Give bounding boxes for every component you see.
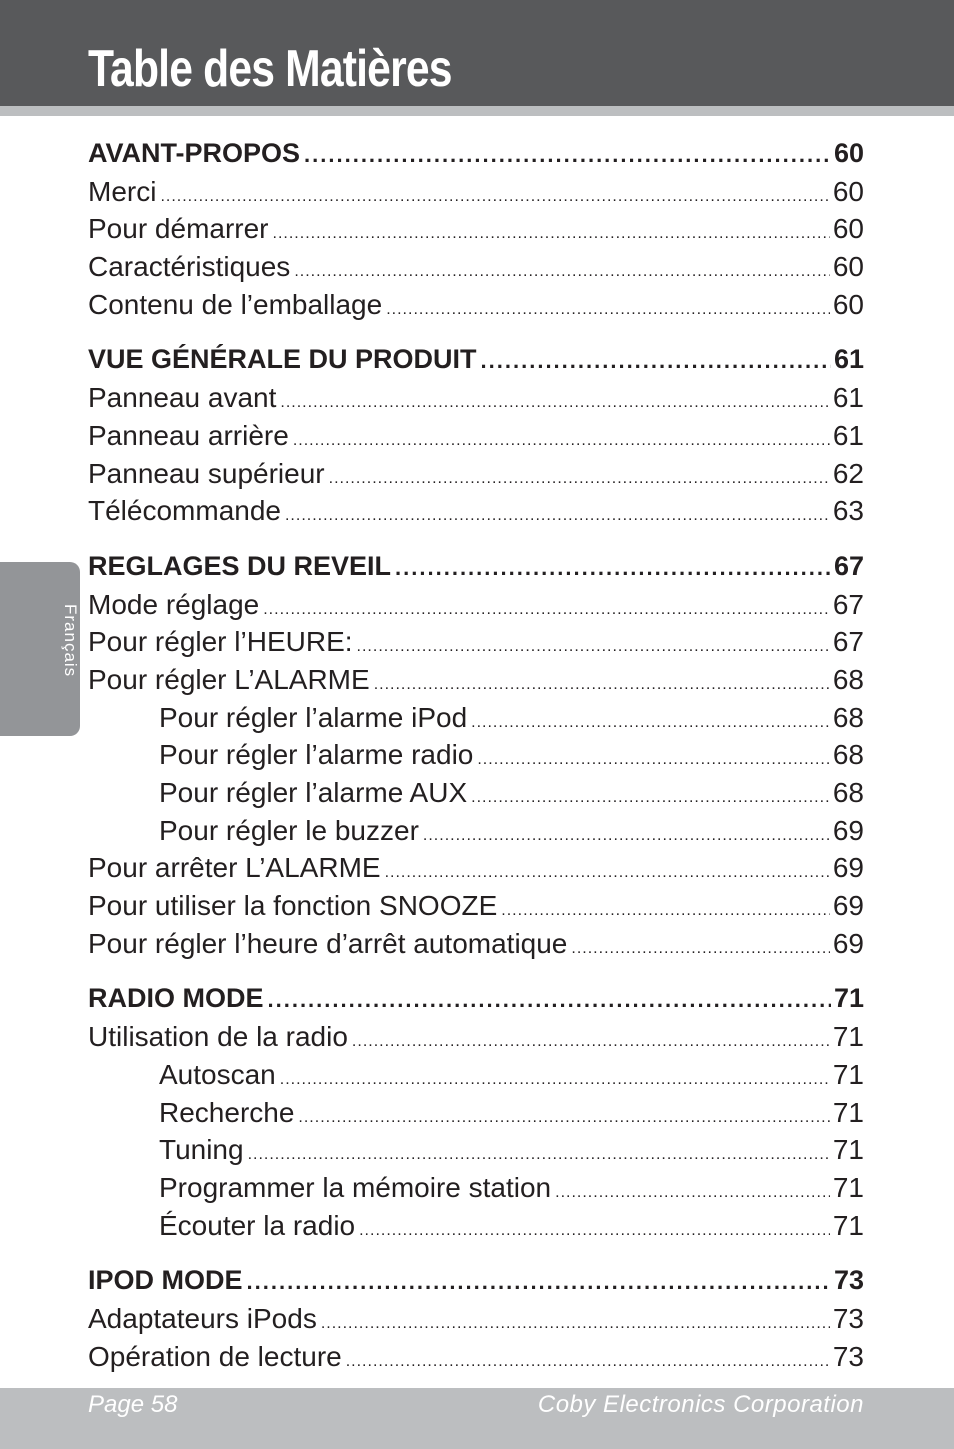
toc-entry[interactable]	[88, 699, 864, 737]
toc-entry[interactable]	[88, 492, 864, 530]
toc-entry-label: Écouter la radio	[159, 1209, 356, 1241]
toc-section-heading-label: RADIO MODE	[88, 983, 264, 1014]
dot-leader	[247, 1263, 831, 1301]
toc-entry-label: Pour régler l’heure d’arrêt automatique	[88, 927, 568, 959]
toc-entry[interactable]	[88, 1094, 864, 1132]
toc-entry[interactable]	[88, 887, 864, 925]
toc-entry-page: 69	[832, 890, 864, 922]
toc-section-heading-page: 73	[833, 1265, 864, 1296]
toc-section	[88, 548, 864, 963]
toc-section-heading-label: IPOD MODE	[88, 1265, 243, 1296]
toc-entry[interactable]	[88, 1300, 864, 1338]
toc-entry-page: 62	[832, 457, 864, 489]
toc-entry-page: 71	[832, 1021, 864, 1053]
toc-entry-page: 71	[832, 1134, 864, 1166]
dot-leader	[293, 422, 830, 460]
toc-entry-label: Pour utiliser la fonction SNOOZE	[88, 890, 498, 922]
toc-entry-page: 68	[832, 777, 864, 808]
toc-entry-page: 71	[832, 1058, 864, 1090]
toc-section-heading-page: 60	[833, 138, 864, 168]
toc-entry[interactable]	[88, 1056, 864, 1094]
toc-entry-page: 67	[832, 626, 864, 658]
toc-entry[interactable]	[88, 210, 864, 248]
toc-entry[interactable]	[88, 812, 864, 850]
dot-leader	[477, 741, 829, 779]
toc-section-heading[interactable]	[88, 135, 864, 173]
toc-entry-label: Merci	[88, 175, 157, 207]
dot-leader	[423, 817, 830, 855]
toc-entry-label: Panneau supérieur	[88, 457, 325, 489]
header-divider	[0, 106, 954, 116]
dot-leader	[280, 384, 829, 422]
toc-section-heading-page: 61	[833, 344, 864, 375]
toc-entry-page: 60	[832, 175, 864, 207]
toc-entry[interactable]	[88, 248, 864, 286]
toc-entry-page: 73	[832, 1340, 864, 1372]
table-of-contents	[88, 135, 864, 1393]
dot-leader	[571, 930, 829, 968]
toc-entry[interactable]	[88, 586, 864, 624]
toc-entry-page: 68	[832, 739, 864, 771]
toc-entry-label: Tuning	[159, 1134, 244, 1166]
footer-page-number: Page 58	[88, 1391, 178, 1418]
toc-section	[88, 980, 864, 1244]
toc-entry[interactable]	[88, 623, 864, 661]
toc-entry-page: 71	[832, 1171, 864, 1203]
toc-entry[interactable]	[88, 661, 864, 699]
dot-leader	[285, 497, 830, 535]
toc-entry-page: 73	[832, 1302, 864, 1334]
toc-entry-label: Mode réglage	[88, 588, 260, 620]
toc-section-heading[interactable]	[88, 980, 864, 1018]
toc-entry-page: 61	[832, 382, 864, 414]
toc-entry-page: 63	[832, 495, 864, 527]
toc-entry[interactable]	[88, 736, 864, 774]
toc-entry-label: Panneau avant	[88, 382, 277, 414]
toc-entry-label: Pour régler l’HEURE:	[88, 626, 353, 658]
toc-entry[interactable]	[88, 1018, 864, 1056]
dot-leader	[357, 628, 830, 666]
toc-entry[interactable]	[88, 173, 864, 211]
toc-section-heading[interactable]	[88, 1262, 864, 1300]
footer-company: Coby Electronics Corporation	[537, 1391, 864, 1418]
toc-entry-page: 61	[832, 419, 864, 451]
toc-section-heading-label: REGLAGES DU REVEIL	[88, 550, 392, 581]
toc-entry-page: 60	[832, 213, 864, 245]
toc-entry-label: Pour régler l’alarme iPod	[159, 701, 468, 733]
toc-entry-label: Opération de lecture	[88, 1340, 342, 1372]
dot-leader	[386, 291, 830, 329]
dot-leader	[481, 342, 831, 380]
toc-entry[interactable]	[88, 1131, 864, 1169]
toc-entry-page: 60	[832, 288, 864, 320]
dot-leader	[298, 1099, 829, 1137]
toc-entry[interactable]	[88, 849, 864, 887]
dot-leader	[346, 1343, 830, 1381]
toc-entry-page: 71	[832, 1096, 864, 1128]
toc-entry-label: Pour arrêter L’ALARME	[88, 852, 381, 884]
toc-entry[interactable]	[88, 925, 864, 963]
toc-section-heading-page: 67	[833, 550, 864, 581]
page-title: Table des Matières	[88, 40, 452, 98]
toc-entry[interactable]	[88, 379, 864, 417]
dot-leader	[304, 136, 831, 174]
dot-leader	[395, 549, 831, 587]
toc-entry-label: Panneau arrière	[88, 419, 289, 451]
toc-entry-label: Pour régler L’ALARME	[88, 663, 370, 695]
toc-entry-page: 67	[832, 588, 864, 620]
dot-leader	[471, 779, 830, 817]
toc-entry-label: Utilisation de la radio	[88, 1021, 348, 1053]
toc-section-heading[interactable]	[88, 341, 864, 379]
toc-entry[interactable]	[88, 455, 864, 493]
toc-entry-label: Caractéristiques	[88, 251, 291, 283]
toc-entry-label: Pour régler l’alarme radio	[159, 739, 474, 771]
toc-entry[interactable]	[88, 417, 864, 455]
toc-entry-label: Pour régler l’alarme AUX	[159, 777, 468, 808]
toc-entry-label: Pour démarrer	[88, 213, 269, 245]
toc-section-heading-label: VUE GÉNÉRALE DU PRODUIT	[88, 344, 477, 375]
toc-section	[88, 341, 864, 529]
toc-section-heading-page: 71	[833, 983, 864, 1014]
toc-entry[interactable]	[88, 1169, 864, 1207]
toc-section	[88, 1262, 864, 1375]
toc-entry[interactable]	[88, 1338, 864, 1376]
toc-entry[interactable]	[88, 286, 864, 324]
toc-entry-page: 60	[832, 251, 864, 283]
toc-entry-page: 69	[832, 814, 864, 846]
toc-entry-label: Programmer la mémoire station	[159, 1171, 552, 1203]
toc-entry-label: Pour régler le buzzer	[159, 814, 419, 846]
toc-entry[interactable]	[88, 774, 864, 812]
toc-entry-page: 69	[832, 927, 864, 959]
toc-entry-page: 68	[832, 701, 864, 733]
dot-leader	[471, 704, 830, 742]
dot-leader	[321, 1305, 830, 1343]
toc-entry-page: 69	[832, 852, 864, 884]
toc-entry-page: 68	[832, 663, 864, 695]
dot-leader	[352, 1023, 830, 1061]
dot-leader	[280, 1061, 830, 1099]
toc-entry-label: Télécommande	[88, 495, 281, 527]
toc-entry-label: Adaptateurs iPods	[88, 1302, 317, 1334]
toc-entry-page: 71	[832, 1209, 864, 1241]
dot-leader	[359, 1212, 830, 1250]
dot-leader	[268, 981, 831, 1019]
dot-leader	[273, 215, 830, 253]
toc-section-heading-label: AVANT-PROPOS	[88, 138, 301, 168]
toc-entry-label: Contenu de l’emballage	[88, 288, 383, 320]
toc-section-heading[interactable]	[88, 548, 864, 586]
dot-leader	[329, 460, 830, 498]
toc-entry-label: Autoscan	[159, 1058, 276, 1090]
toc-entry[interactable]	[88, 1207, 864, 1245]
toc-section	[88, 135, 864, 323]
language-tab-label: Français	[61, 604, 80, 678]
dot-leader	[555, 1174, 830, 1212]
toc-entry-label: Recherche	[159, 1096, 295, 1128]
